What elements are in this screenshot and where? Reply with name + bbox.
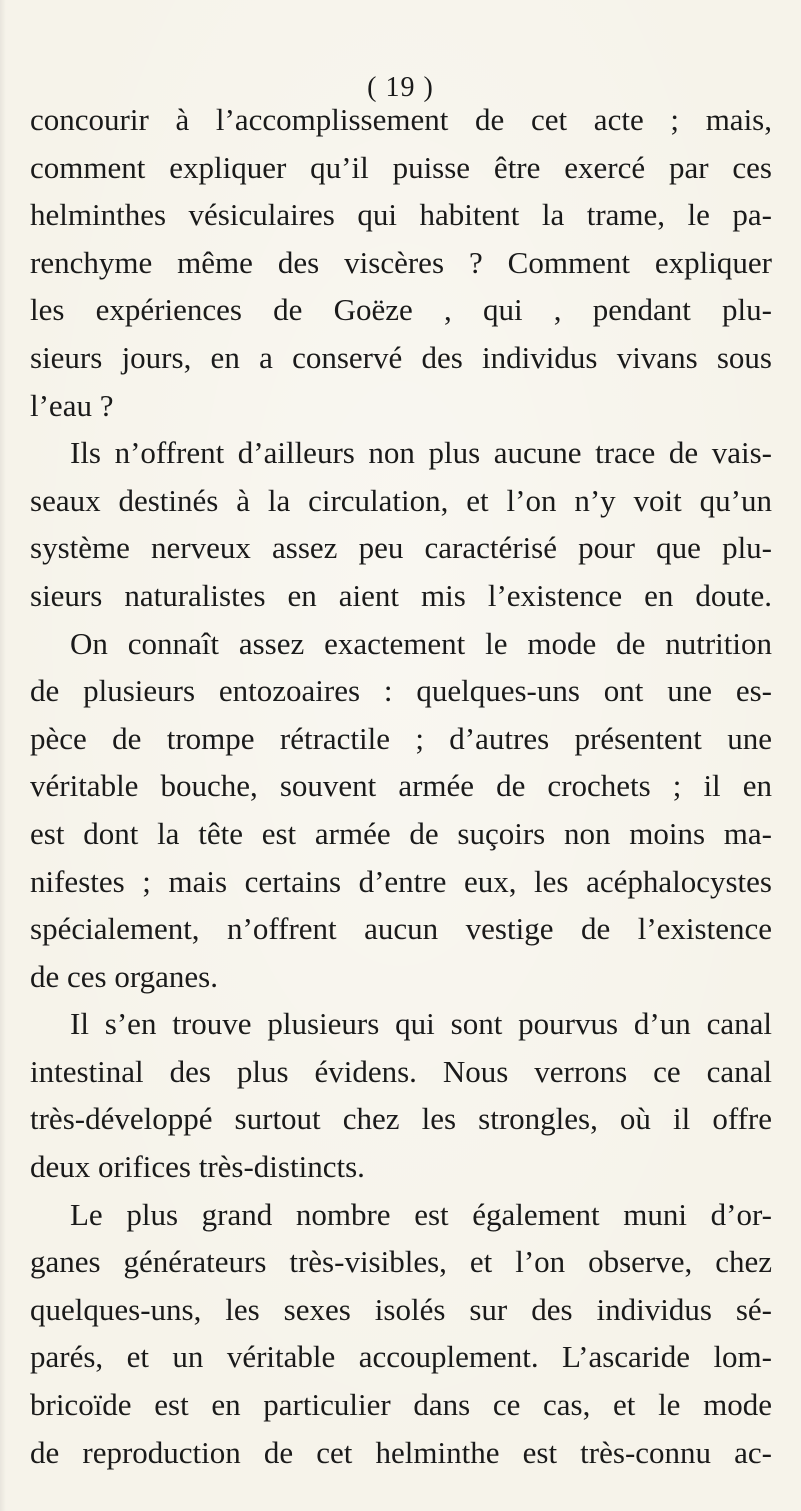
text-line: Le plus grand nombre est également muni d’or- [70, 1196, 772, 1232]
text-line: système nerveux assez peu caractérisé pour que plu- [30, 530, 772, 566]
text-line: parés, et un véritable accouplement. L’ascaride lom- [30, 1339, 772, 1375]
body-text [30, 96, 772, 1476]
text-line: Ils n’offrent d’ailleurs non plus aucune trace de vais- [70, 435, 772, 471]
text-line: sieurs jours, en a conservé des individus vivans sous [30, 339, 772, 375]
text-line: concourir à l’accomplissement de cet acte ; mais, [30, 102, 772, 137]
page-number: ( 19 ) [367, 72, 434, 103]
text-line: intestinal des plus évidens. Nous verrons ce canal [30, 1053, 772, 1089]
text-line: est dont la tête est armée de suçoirs non moins ma- [30, 815, 772, 851]
text-line: sieurs naturalistes en aient mis l’existence en doute. [30, 577, 772, 613]
text-line: quelques-uns, les sexes isolés sur des individus sé- [30, 1291, 772, 1327]
text-line: helminthes vésiculaires qui habitent la trame, le pa- [30, 197, 772, 233]
text-line: de plusieurs entozoaires : quelques-uns ont une es- [30, 673, 772, 709]
text-line: véritable bouche, souvent armée de crochets ; il en [30, 768, 772, 804]
text-line: très-développé surtout chez les strongles, où il offre [30, 1101, 772, 1137]
text-line: pèce de trompe rétractile ; d’autres présentent une [30, 720, 772, 756]
text-line: bricoïde est en particulier dans ce cas, et le mode [30, 1387, 772, 1423]
text-line: les expériences de Goëze , qui , pendant plu- [30, 292, 772, 328]
text-line: Il s’en trouve plusieurs qui sont pourvus d’un canal [70, 1006, 772, 1042]
text-line: On connaît assez exactement le mode de nutrition [70, 625, 772, 661]
page-gutter-shadow [0, 0, 6, 1511]
text-line: renchyme même des viscères ? Comment expliquer [30, 244, 772, 280]
text-line: ganes générateurs très-visibles, et l’on observe, chez [30, 1244, 772, 1280]
text-line: seaux destinés à la circulation, et l’on n’y voit qu’un [30, 482, 772, 518]
text-line: de reproduction de cet helminthe est très-connu ac- [30, 1434, 772, 1470]
text-line: nifestes ; mais certains d’entre eux, les acéphalocystes [30, 863, 772, 899]
text-line: de ces organes. [30, 958, 218, 994]
text-line: spécialement, n’offrent aucun vestige de l’existence [30, 911, 772, 947]
text-line: deux orifices très-distincts. [30, 1149, 365, 1185]
text-line: comment expliquer qu’il puisse être exercé par ces [30, 149, 772, 185]
text-line: l’eau ? [30, 387, 114, 423]
